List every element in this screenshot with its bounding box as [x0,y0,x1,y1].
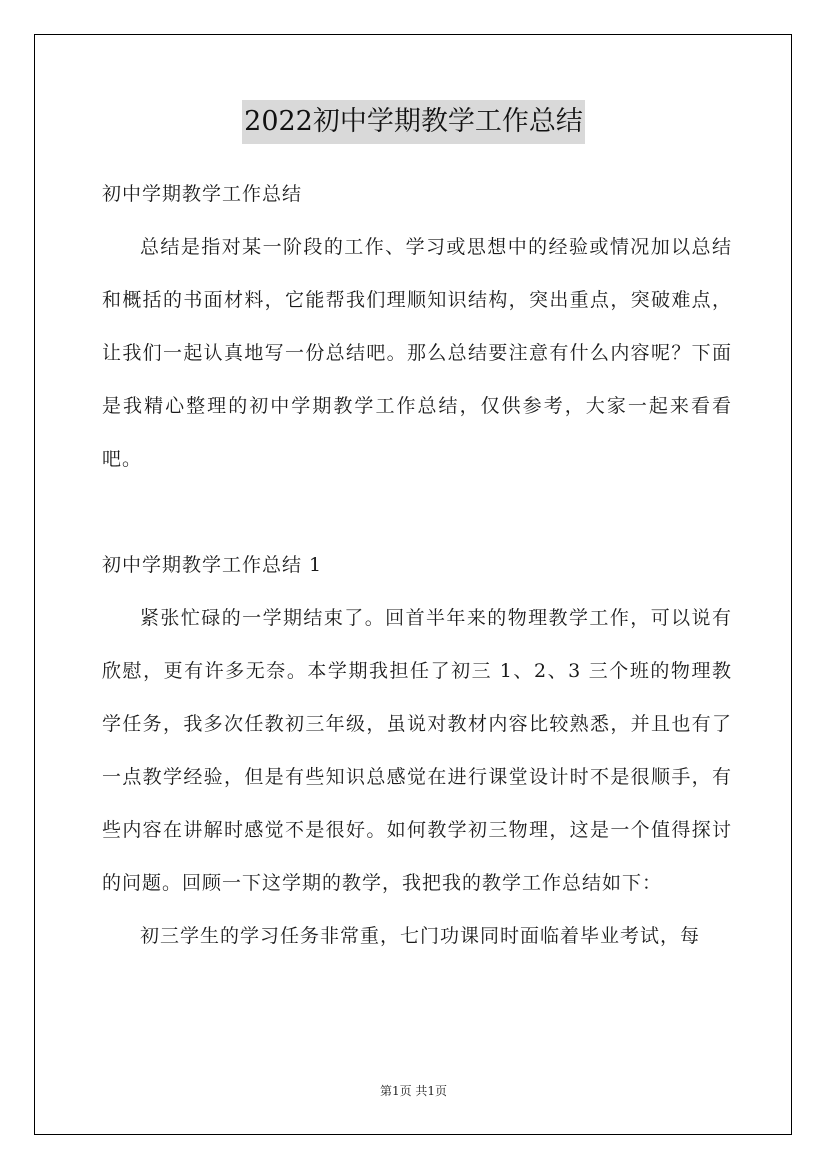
section-paragraph: 紧张忙碌的一学期结束了。回首半年来的物理教学工作，可以说有欣慰，更有许多无奈。本学期我担任了初三 1、2、3 三个班的物理教学任务，我多次任教初三年级，虽说对教材内容比较熟悉，并且也有了一点教学经验，但是有些知识总感觉在进行课堂设计时不是很顺手，有些内容在讲解时感觉不是很好。如何教学初三物理，这是一个值得探讨的问题。回顾一下这学期的教学，我把我的教学工作总结如下： [102,607,732,894]
section-spacer [102,486,732,539]
title-container [0,100,827,144]
document-title: 2022初中学期教学工作总结 [242,100,585,144]
page-footer: 第1页 共1页 [379,1084,448,1098]
intro-paragraph: 总结是指对某一阶段的工作、学习或思想中的经验或情况加以总结和概括的书面材料，它能帮我们理顺知识结构，突出重点，突破难点，让我们一起认真地写一份总结吧。那么总结要注意有什么内容呢？下面是我精心整理的初中学期教学工作总结，仅供参考，大家一起来看看吧。 [102,236,732,470]
subtitle: 初中学期教学工作总结 [102,183,303,205]
section-paragraph-continued: 初三学生的学习任务非常重，七门功课同时面临着毕业考试，每 [140,925,701,947]
section-heading: 初中学期教学工作总结 1 [102,554,323,576]
document-body [102,168,732,963]
